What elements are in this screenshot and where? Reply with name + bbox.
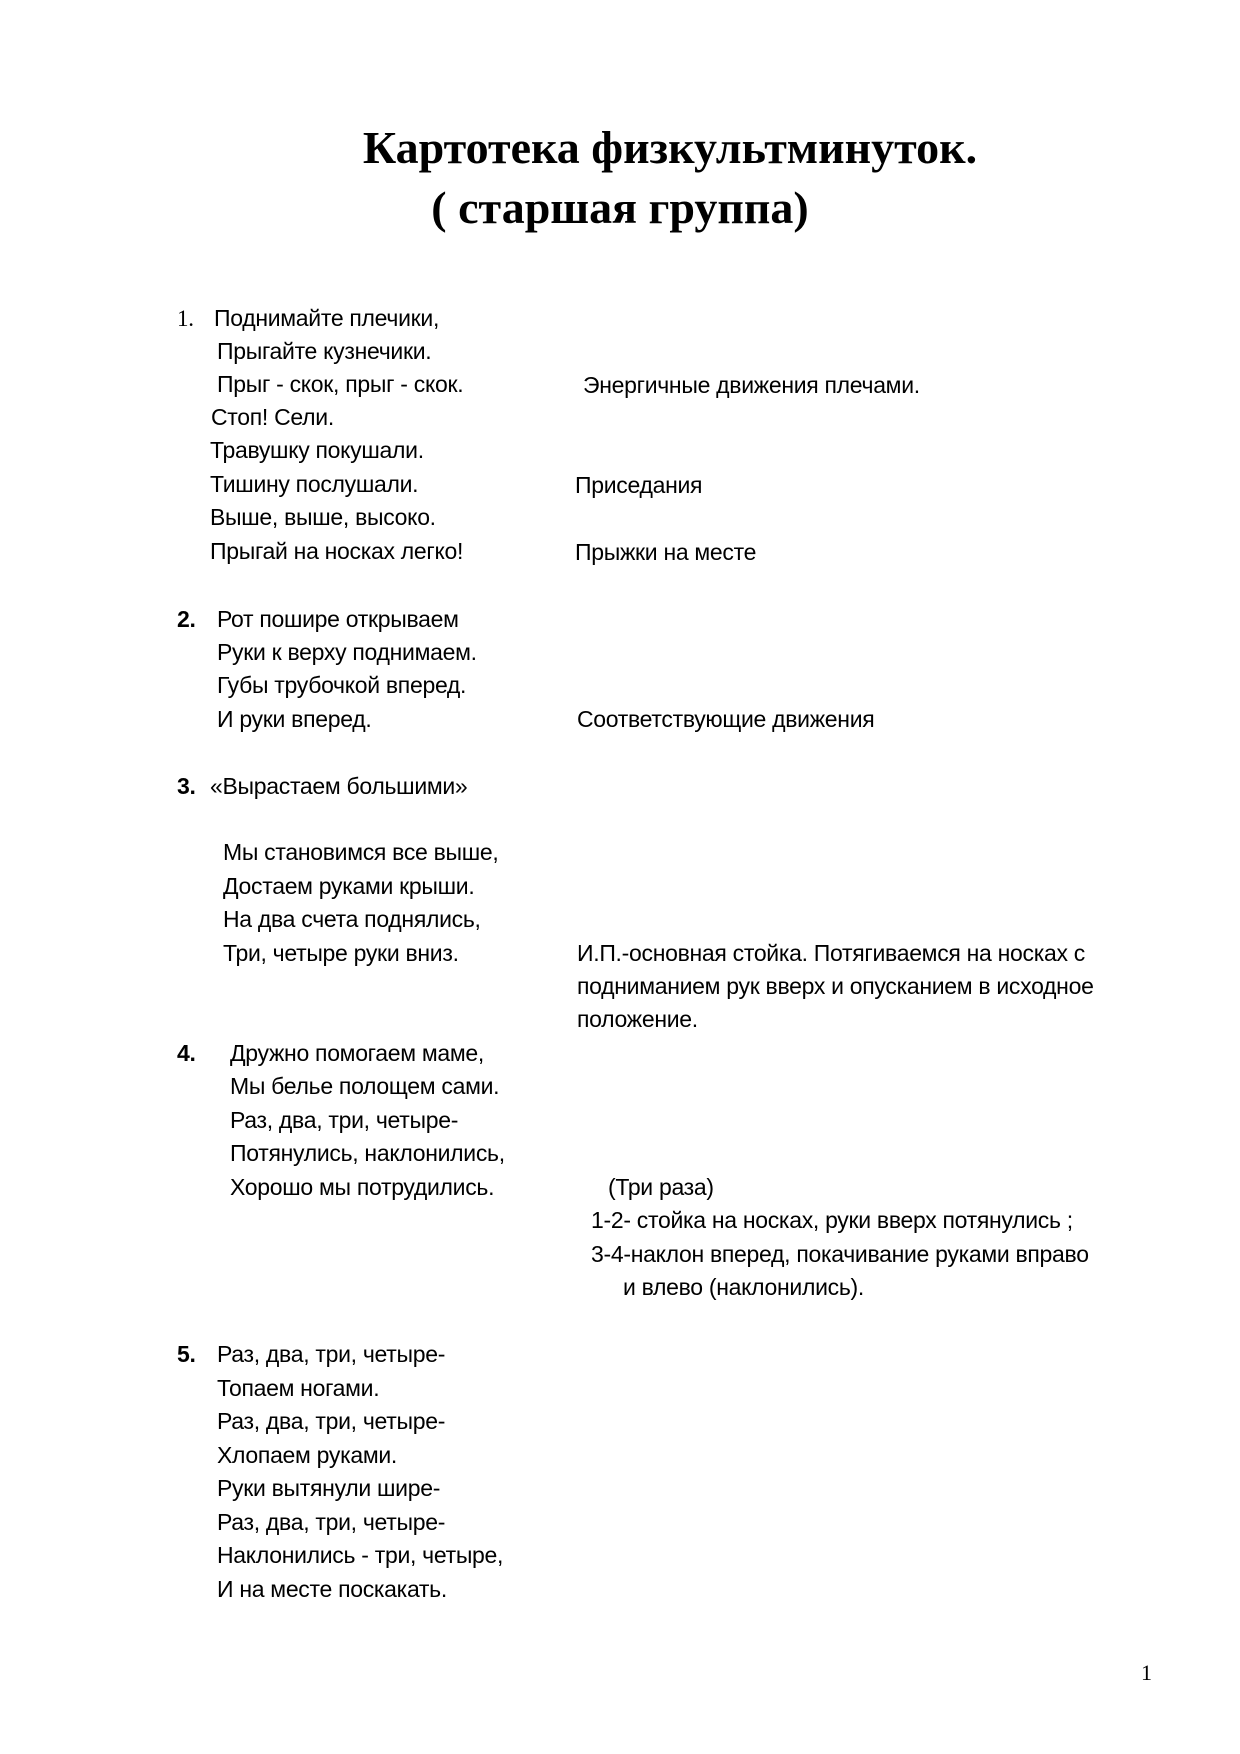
exercise-4-note: 1-2- стойка на носках, руки вверх потянулись ; bbox=[591, 1207, 1073, 1233]
exercise-5-line: Хлопаем руками. bbox=[217, 1442, 397, 1468]
exercise-4-line: Хорошо мы потрудились. bbox=[230, 1174, 495, 1200]
exercise-3-line: На два счета поднялись, bbox=[223, 906, 481, 932]
exercise-3-heading: «Вырастаем большими» bbox=[210, 773, 468, 799]
exercise-5-line: Раз, два, три, четыре- bbox=[217, 1408, 446, 1434]
exercise-3-note: И.П.-основная стойка. Потягиваемся на носках с bbox=[577, 940, 1085, 966]
exercise-5-line: Раз, два, три, четыре- bbox=[217, 1341, 446, 1367]
page-title: Картотека физкультминуток. bbox=[362, 122, 978, 173]
exercise-2-line: Руки к верху поднимаем. bbox=[217, 639, 477, 665]
exercise-3-note: подниманием рук вверх и опусканием в исходное bbox=[577, 973, 1094, 999]
exercise-1-line: Прыгай на носках легко! bbox=[210, 538, 464, 564]
exercise-4-note: 3-4-наклон вперед, покачивание руками вправо bbox=[591, 1241, 1089, 1267]
exercise-5-line: Руки вытянули шире- bbox=[217, 1475, 441, 1501]
exercise-5-line: Наклонились - три, четыре, bbox=[217, 1542, 504, 1568]
exercise-2-line: И руки вперед. bbox=[217, 706, 372, 732]
exercise-1-line: Тишину послушали. bbox=[210, 471, 419, 497]
exercise-1-line: Поднимайте плечики, bbox=[214, 305, 440, 331]
exercise-3-line: Три, четыре руки вниз. bbox=[223, 940, 459, 966]
exercise-4-line: Потянулись, наклонились, bbox=[230, 1140, 505, 1166]
exercise-5-number: 5. bbox=[177, 1341, 196, 1367]
exercise-5-line: И на месте поскакать. bbox=[217, 1576, 447, 1602]
exercise-4-line: Мы белье полощем сами. bbox=[230, 1073, 500, 1099]
exercise-1-note: Энергичные движения плечами. bbox=[583, 372, 920, 398]
exercise-2-note: Соответствующие движения bbox=[577, 706, 875, 732]
exercise-1-note: Приседания bbox=[575, 472, 703, 498]
exercise-1-line: Прыгайте кузнечики. bbox=[217, 338, 432, 364]
exercise-2-line: Рот пошире открываем bbox=[217, 606, 459, 632]
exercise-4-line: Раз, два, три, четыре- bbox=[230, 1107, 459, 1133]
exercise-3-line: Достаем руками крыши. bbox=[223, 873, 475, 899]
exercise-4-line: Дружно помогаем маме, bbox=[230, 1040, 484, 1066]
exercise-1-number: 1. bbox=[177, 306, 194, 331]
exercise-4-number: 4. bbox=[177, 1040, 196, 1066]
exercise-1-line: Стоп! Сели. bbox=[211, 404, 334, 430]
exercise-4-note: (Три раза) bbox=[608, 1174, 714, 1200]
exercise-1-note: Прыжки на месте bbox=[575, 539, 757, 565]
exercise-3-number: 3. bbox=[177, 773, 196, 799]
exercise-2-number: 2. bbox=[177, 606, 196, 632]
exercise-3-line: Мы становимся все выше, bbox=[223, 839, 499, 865]
exercise-4-note: и влево (наклонились). bbox=[623, 1274, 864, 1300]
exercise-5-line: Раз, два, три, четыре- bbox=[217, 1509, 446, 1535]
page-number: 1 bbox=[1141, 1660, 1152, 1685]
exercise-2-line: Губы трубочкой вперед. bbox=[217, 672, 467, 698]
exercise-1-line: Прыг - скок, прыг - скок. bbox=[217, 371, 464, 397]
exercise-3-note: положение. bbox=[577, 1006, 698, 1032]
page-subtitle: ( старшая группа) bbox=[431, 182, 809, 233]
exercise-1-line: Выше, выше, высоко. bbox=[210, 504, 436, 530]
exercise-5-line: Топаем ногами. bbox=[217, 1375, 380, 1401]
exercise-1-line: Травушку покушали. bbox=[210, 437, 424, 463]
